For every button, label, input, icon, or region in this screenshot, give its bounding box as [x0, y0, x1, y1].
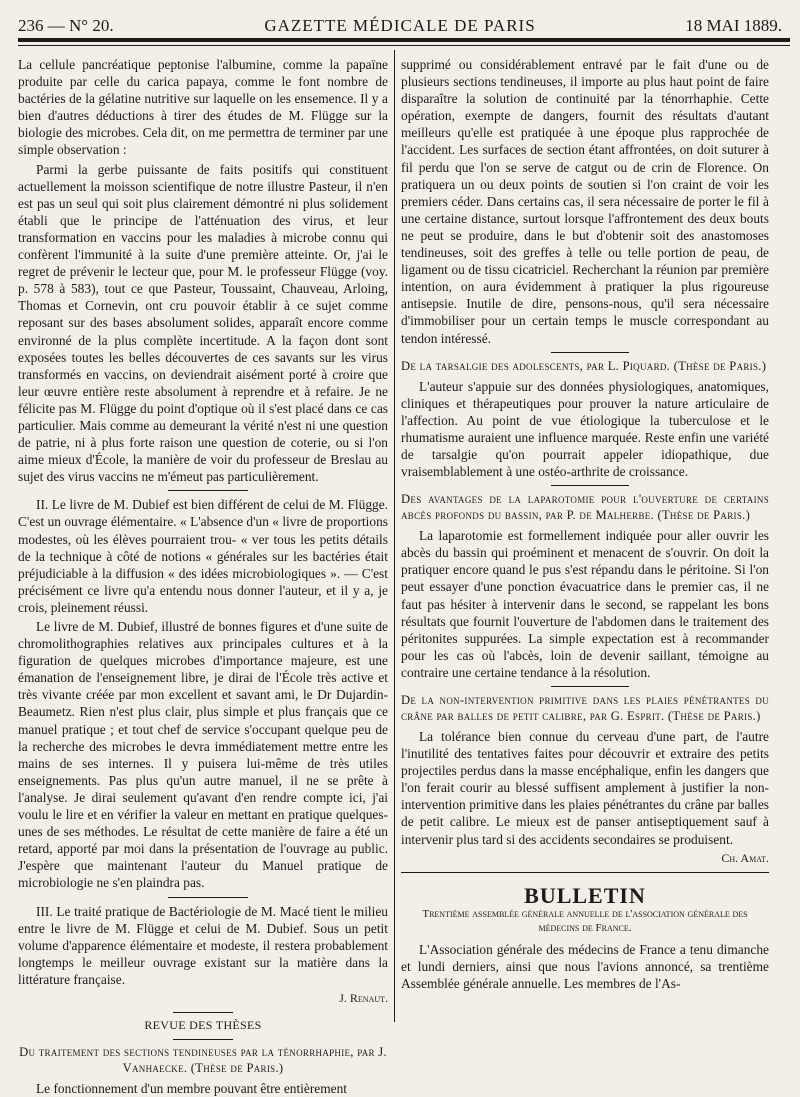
header-rule-thick	[18, 38, 790, 42]
signature: Ch. Amat.	[721, 850, 769, 865]
thesis-title: Du traitement des sections tendineuses par la ténorrhaphie, par J. Vanhaecke. (Thèse de Paris.)	[19, 1045, 387, 1076]
signature: J. Renaut.	[339, 990, 388, 1005]
paragraph: III. Le traité pratique de Bactériologie de M. Macé tient le milieu entre le livre de M. Flügge et celui de M. Dubief. Sous un petit volume d'apparence élémentaire et modeste, il restera probablement longtemps le meilleur ouvrage existant sur la matière dans la littérature française.	[18, 903, 388, 987]
bulletin-title: BULLETIN	[524, 882, 646, 908]
paragraph: L'auteur s'appuie sur des données physiologiques, anatomiques, cliniques et thérapeutiques pour prouver la nature articulaire de l'affection. Au point de vue étiologique la tuberculose et le rhumatisme auraient une influence marquée. Reste enfin une variété de tarsalgie qu'on pourrait appeler idiopathique, due vraisemblablement à une ostéo-arthrite de croissance.	[401, 378, 769, 480]
paragraph: supprimé ou considérablement entravé par le fait d'une ou de plusieurs sections tendineuses, il importe au plus haut point de faire disparaître la solution de continuité par la ténorrhaphie. Cette opération, exempte de dangers, fournit des résultats d'autant meilleurs qu'elle est pratiquée à une époque plus rapprochée de l'accident. Les surfaces de section étant affrontées, on doit suturer à fil perdu que l'on se serve de catgut ou de crin de Florence. On pratiquera un ou deux points de soutien si l'on craint de voir les premiers céder. Dans certains cas, il sera nécessaire de porter le fil à une certaine distance, surtout lorsque l'affrontement des deux bouts ne peut se produire, dans le but d'obtenir soit des anastomoses tendineuses, soit des greffes à telle ou telle portion de peau, de ligament ou de tissu cicatriciel. Recherchant la réunion par première intention, on aura évidemment à pratiquer la plus rigoureuse antisepsie. Inutile de dire, pensons-nous, qu'il sera nécessaire d'immobiliser pour un certain temps le muscle correspondant au tendon intéressé.	[401, 57, 769, 346]
bulletin-subtitle: Trentième assemblée générale annuelle de l'association générale des médecins de France.	[422, 907, 748, 934]
separator	[168, 897, 248, 898]
paragraph: L'Association générale des médecins de France a tenu dimanche et lundi derniers, ainsi que nous l'avions annoncé, sa trentième Assemblée générale annuelle. Les membres de l'As-	[401, 941, 769, 992]
separator	[551, 686, 629, 687]
separator	[401, 872, 769, 873]
left-column	[18, 56, 388, 1097]
journal-title: GAZETTE MÉDICALE DE PARIS	[264, 16, 536, 35]
separator	[551, 352, 629, 353]
header-rule-thin	[18, 45, 790, 46]
thesis-title: Des avantages de la laparotomie pour l'ouverture de certains abcès profonds du bassin, par P. de Malherbe. (Thèse de Paris.)	[401, 492, 769, 523]
thesis-title: De la tarsalgie des adolescents, par L. Piquard. (Thèse de Paris.)	[401, 358, 767, 373]
separator	[173, 1039, 233, 1040]
separator	[551, 485, 629, 486]
separator	[168, 490, 248, 491]
paragraph: La cellule pancréatique peptonise l'albumine, comme la papaïne produite par celle du carica papaya, comme le font nombre de bactéries de la gélatine nutritive sur laquelle on les ensemence. Il y a bien d'autres déductions à tirer des études de M. Flügge sur la biologie des microbes. Cela dit, on me permettra de terminer par une simple observation :	[18, 57, 388, 158]
page-number: 236 — N° 20.	[18, 16, 114, 35]
issue-date: 18 MAI 1889.	[685, 16, 782, 35]
paragraph: Parmi la gerbe puissante de faits positifs qui constituent actuellement la moisson scientifique de notre illustre Pasteur, il n'en est pas un seul qui soit plus clairement démontré ni plus solidement établi que le principe de l'atténuation des virus, et leur transformation en vaccins pour les maladies à microbe connu qui confèrent l'immunité à la suite d'une première atteinte. Or, j'ai le regret de prévenir le lecteur que, pour M. le professeur Flügge (voy. p. 578 à 583), tout ce que Pasteur, Toussaint, Chauveau, Arloing, Thomas et Cornevin, ont cru pouvoir établir à ce sujet comme reposant sur des bases absolument solides, apparaît encore comme environné de la plus complète incertitude. A la façon dont sont exposées toutes les belles découvertes de ces savants sur les virus transformés en vaccins, on deviendrait aisément porté à croire que leur œuvre entière reste absolument à reprendre et à refaire. Je ne félicite pas M. Flügge du point d'optique où il s'est placé dans ce cas particulier. Mais comme au demeurant la vérité n'est ni une question de patrie, ni à plus forte raison une question de coterie, ou si l'on aime mieux d'École, la manière de voir du professeur de Breslau au sujet des virus vaccins ne m'émeut pas particulièrement.	[18, 161, 388, 485]
paragraph: II. Le livre de M. Dubief est bien différent de celui de M. Flügge. C'est un ouvrage élémentaire. « L'absence d'un « livre de proportions modestes, où les élèves pourraient trou- « ver tous les petits détails de la technique à côté de notions « générales sur les bactéries était préjudiciable à la diffusion « des idées microbiologiques ». — C'est précisément ce livre qu'a entendu nous donner l'auteur, et il y a, je crois, pleinement réussi.	[18, 497, 388, 615]
separator	[173, 1012, 233, 1013]
column-divider	[394, 50, 395, 1022]
right-column	[401, 56, 769, 1046]
page-header	[18, 10, 782, 40]
thesis-title: De la non-intervention primitive dans les plaies pénétrantes du crâne par balles de petit calibre, par G. Esprit. (Thèse de Paris.)	[401, 693, 769, 723]
paragraph: La laparotomie est formellement indiquée pour aller ouvrir les abcès du bassin qui proéminent et menacent de s'ouvrir. On doit la pratiquer encore quand le pus s'est répandu dans le péritoine. Si l'on peut essayer d'une ponction évacuatrice dans le premier cas, il ne faut pas hésiter à intervenir dans le second, se rappelant les bons résultats que fournit l'ouverture de l'abdomen dans le traitement des péritonites suppurées. La simple expectation est à recommander pour les cas où l'abcès, loin de devenir saillant, témoigne au contraire une certaine tendance à la résolution.	[401, 528, 769, 680]
paragraph: Le livre de M. Dubief, illustré de bonnes figures et d'une suite de chromolithographies relatives aux principales cultures et à la figuration de quelques microbes d'importance majeure, est une émanation de l'enseignement libre, je dirai de l'École très active et très vivante créée par mon excellent et savant ami, le Dr Dujardin-Beaumetz. Rien n'est plus clair, plus simple et plus français que ce manuel pratique ; et tout chef de service s'occupant quelque peu de la recherche des microbes le devra immédiatement mettre entre les mains de ses internes. Il y puisera lui-même de très utiles enseignements. Pas plus qu'un autre manuel, il ne se prête à l'analyse. Je dirai seulement qu'avant d'en rendre compte ici, j'ai voulu le lire et en vérifier la valeur en mettant en pratique quelques-unes de ses méthodes. Le résultat de cette manière de faire a été un retard, apporté par moi dans la présentation de l'ouvrage au public. J'espère que maintenant l'auteur du Manuel pratique de microbiologie ne s'en plaindra pas.	[18, 619, 388, 891]
paragraph: La tolérance bien connue du cerveau d'une part, de l'autre l'inutilité des tentatives faites pour découvrir et extraire des petits projectiles perdus dans la masse encéphalique, enfin les dangers que l'on ferait courir au blessé suffisent amplement à justifier la non-intervention primitive dans les plaies pénétrantes du crâne par balles de petit calibre. Le mieux est de panser antiseptiquement sauf à intervenir plus tard si des accidents secondaires se produisent.	[401, 729, 769, 847]
paragraph: Le fonctionnement d'un membre pouvant être entièrement	[36, 1081, 348, 1097]
section-heading: REVUE DES THÈSES	[144, 1018, 262, 1033]
